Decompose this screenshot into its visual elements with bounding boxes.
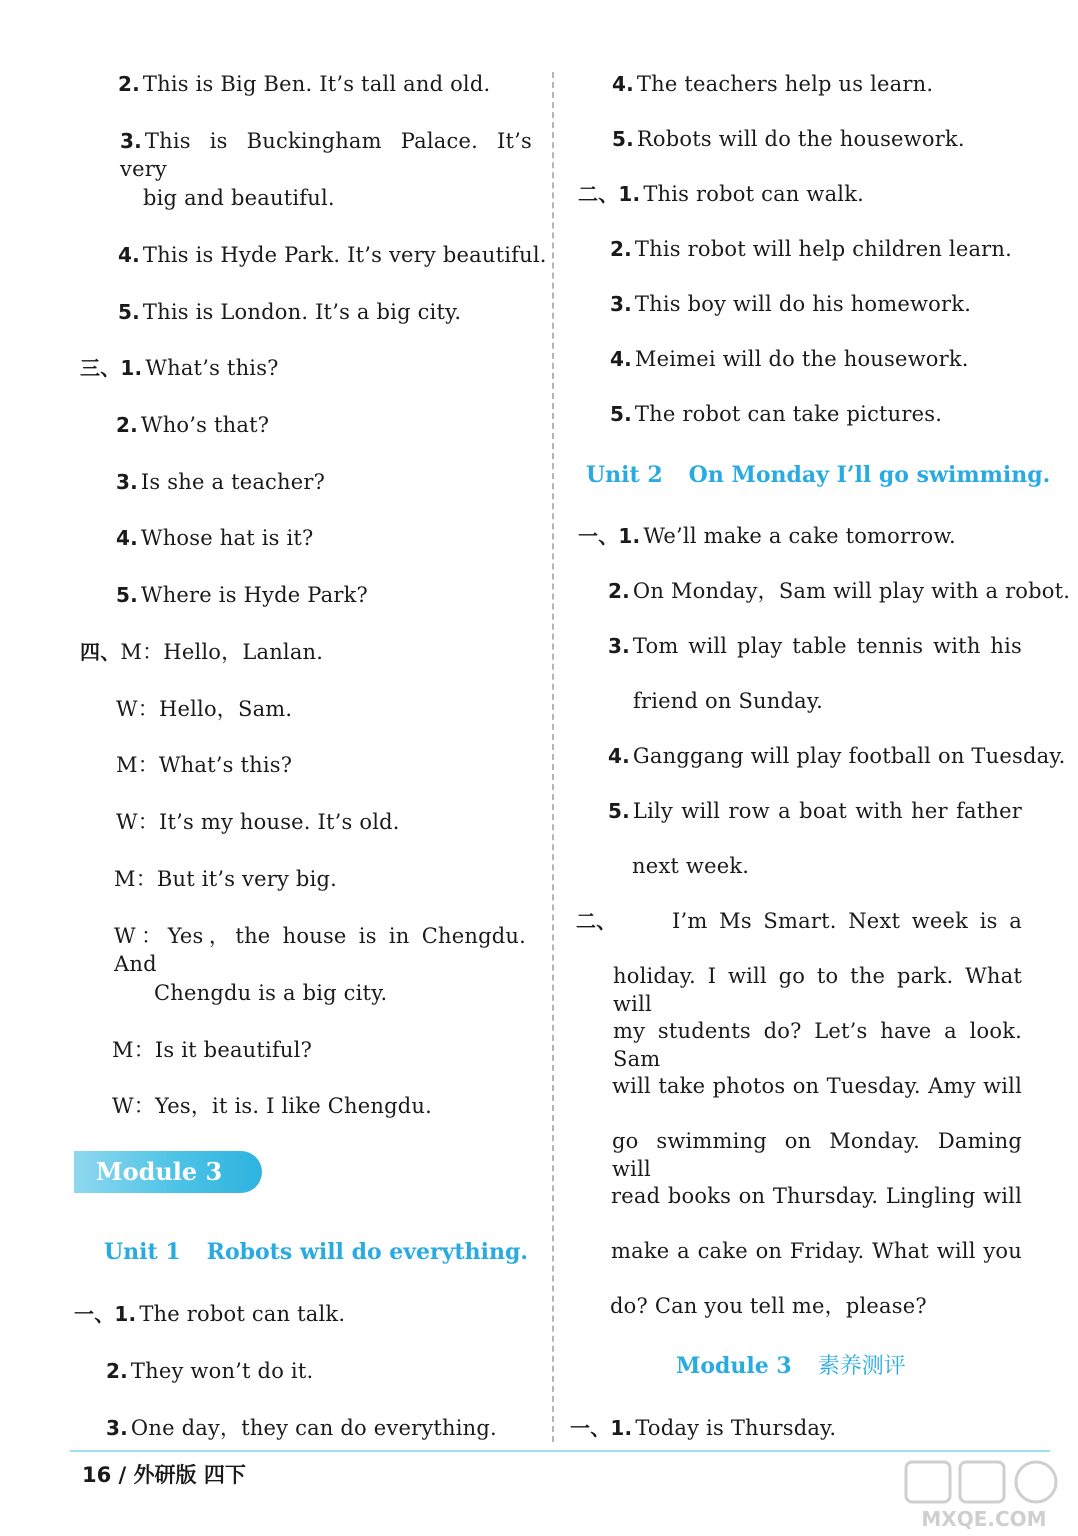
passage-line: will take photos on Tuesday. Amy will (612, 1074, 1022, 1098)
passage-line: go swimming on Monday. Daming will (612, 1129, 1022, 1181)
section-marker: 三、 (80, 356, 121, 380)
watermark-text: MXQE.COM (921, 1507, 1047, 1531)
edition-label: 外研版 四下 (133, 1463, 246, 1487)
answer-line: 4. Ganggang will play football on Tuesday. (608, 744, 1066, 768)
answer-line-continued: big and beautiful. (143, 186, 335, 210)
footer-rule (70, 1450, 1050, 1452)
answer-line: 4. This is Hyde Park. It’s very beautiful. (118, 243, 547, 267)
answer-line: 5. Robots will do the housework. (612, 127, 965, 151)
section-marker: 一、 (74, 1302, 115, 1326)
answer-line: 2. This robot will help children learn. (610, 237, 1013, 261)
module-banner: Module 3 (74, 1151, 262, 1193)
section-marker: 一、 (570, 1416, 611, 1440)
answer-line: 3. Tom will play table tennis with his (608, 634, 1022, 658)
footer-separator: / (118, 1463, 127, 1487)
page-footer (82, 1461, 246, 1489)
answer-line: 4. Whose hat is it? (116, 526, 314, 550)
answer-line: 2. Who’s that? (116, 413, 270, 437)
page-number: 16 (82, 1463, 112, 1487)
answer-line: 5. The robot can take pictures. (610, 402, 943, 426)
dialogue-line: M：Is it beautiful? (112, 1038, 313, 1062)
passage-line: I’m Ms Smart. Next week is a (672, 909, 1022, 933)
answer-line: 3. This is Buckingham Palace. It’s very (120, 129, 532, 181)
module-test-title: Module 3 素养测评 (676, 1353, 906, 1379)
answer-line: 4. Meimei will do the housework. (610, 347, 969, 371)
answer-line-continued: next week. (632, 854, 750, 878)
dialogue-line: W：It’s my house. It’s old. (116, 810, 400, 834)
answer-line: 一、1. Today is Thursday. (570, 1416, 837, 1440)
passage-line: my students do? Let’s have a look. Sam (613, 1019, 1022, 1071)
passage-line: read books on Thursday. Lingling will (611, 1184, 1022, 1208)
answer-line: 一、1. The robot can talk. (74, 1302, 346, 1326)
unit-title: Unit 2 On Monday I’ll go swimming. (586, 462, 1051, 488)
passage-line: holiday. I will go to the park. What will (613, 964, 1022, 1016)
section-marker: 一、 (578, 524, 619, 548)
section-marker: 二、 (576, 909, 617, 933)
answer-line: 2. On Monday，Sam will play with a robot. (608, 579, 1071, 603)
column-divider (552, 72, 554, 1442)
section-marker: 四、 (80, 640, 121, 664)
dialogue-line: W：Hello，Sam. (116, 697, 293, 721)
answer-line: 5. Where is Hyde Park? (116, 583, 369, 607)
answer-line: 二、1. This robot can walk. (578, 182, 865, 206)
passage-line: make a cake on Friday. What will you (611, 1239, 1022, 1263)
answer-line: 5. Lily will row a boat with her father (608, 799, 1022, 823)
dialogue-line: W：Yes，it is. I like Chengdu. (112, 1094, 432, 1118)
dialogue-line: M：What’s this? (116, 753, 293, 777)
answer-line: 3. Is she a teacher? (116, 470, 326, 494)
answer-line: 一、1. We’ll make a cake tomorrow. (578, 524, 956, 548)
answer-line: 3. One day，they can do everything. (106, 1416, 497, 1440)
dialogue-line-continued: Chengdu is a big city. (154, 981, 388, 1005)
unit-title: Unit 1 Robots will do everything. (104, 1239, 528, 1265)
answer-line: 三、1. What’s this? (80, 356, 279, 380)
passage-line: do? Can you tell me，please? (610, 1294, 927, 1318)
dialogue-line: M：But it’s very big. (114, 867, 338, 891)
answer-line: 3. This boy will do his homework. (610, 292, 972, 316)
answer-line: 2. They won’t do it. (106, 1359, 314, 1383)
dialogue-line: 四、M：Hello，Lanlan. (80, 640, 324, 664)
answer-line: 4. The teachers help us learn. (612, 72, 934, 96)
answer-line: 5. This is London. It’s a big city. (118, 300, 462, 324)
answer-line: 2. This is Big Ben. It’s tall and old. (118, 72, 491, 96)
section-marker: 二、 (578, 182, 619, 206)
watermark-logo (896, 1456, 1072, 1532)
answer-line-continued: friend on Sunday. (633, 689, 823, 713)
dialogue-line: W：Yes，the house is in Chengdu. And (114, 924, 526, 976)
